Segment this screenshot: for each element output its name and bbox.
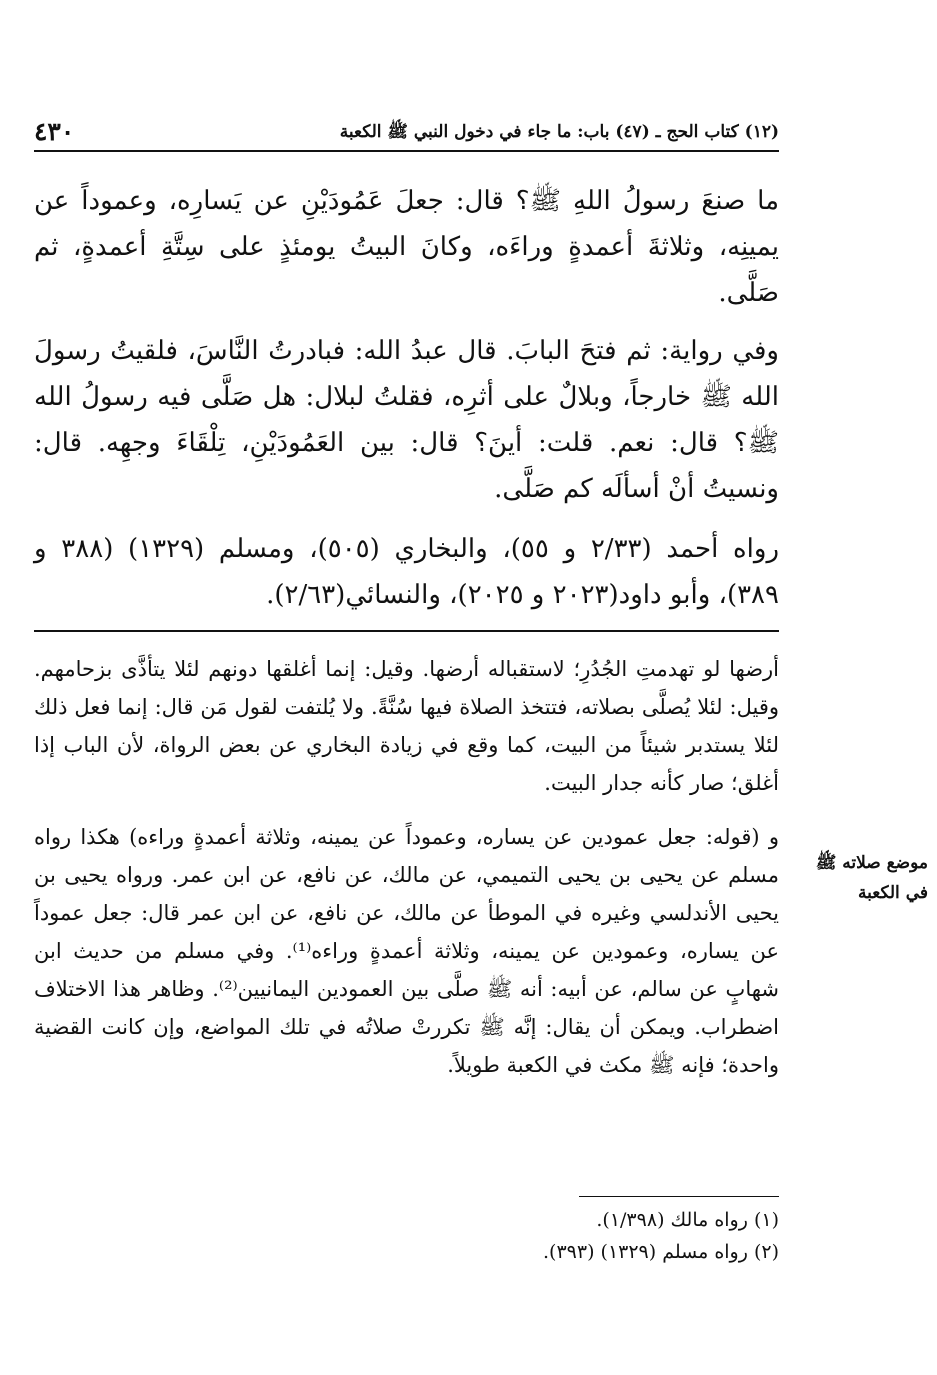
commentary-paragraph: و (قوله: جعل عمودين عن يساره، وعموداً عن يمينه، وثلاثة أعمدةٍ وراءه) هكذا رواه مسلم عن يحيى بن يحيى التميمي، عن مالك، عن نافع، عن ابن عمر. ورواه يحيى بن يحيى الأندلسي وغيره في الموطأ عن مالك، عن نافع، عن ابن عمر قال: جعل عموداً عن يساره، وعمودين عن يمينه، وثلاثة أعمدةٍ وراءه⁽¹⁾. وفي مسلم من حديث ابن شهابٍ عن سالم، عن أبيه: أنه ﷺ صلَّى بين العمودين اليمانيين⁽²⁾. وظاهر هذا الاختلاف اضطراب. ويمكن أن يقال: إنَّه ﷺ تكررتْ صلاتُه في تلك المواضع، وإن كانت القضية واحدة؛ فإنه ﷺ مكث في الكعبة طويلاً. xyxy=(34,825,779,1077)
page-header xyxy=(34,112,779,152)
commentary-paragraph: أرضها لو تهدمتِ الجُدُرِ؛ لاستقباله أرضها. وقيل: إنما أغلقها دونهم لئلا يتأذَّى بزحامهم. وقيل: لئلا يُصلَّى بصلاته، فتتخذ الصلاة فيها سُنَّةً. ولا يُلتفت لقول مَن قال: إنما فعل ذلك لئلا يستدبر شيئاً من البيت، كما وقع في زيادة البخاري عن بعض الرواة، لأن الباب إذا أغلق؛ صار كأنه جدار البيت. xyxy=(34,657,779,795)
running-title: (١٢) كتاب الحج ـ (٤٧) باب: ما جاء في دخول النبي ﷺ الكعبة xyxy=(339,122,779,142)
page-number: ٤٣٠ xyxy=(34,117,75,146)
hadith-text xyxy=(34,178,779,618)
hadith-paragraph: وفي رواية: ثم فتحَ البابَ. قال عبدُ الله: فبادرتُ النَّاسَ، فلقيتُ رسولَ الله ﷺ خارجاً، وبلالٌ على أثرِه، فقلتُ لبلال: هل صَلَّى فيه رسولُ الله ﷺ؟ قال: نعم. قلت: أينَ؟ قال: بين العَمُودَيْنِ، تِلْقَاءَ وجهِه. قال: ونسيتُ أنْ أسألَه كم صَلَّى. xyxy=(34,336,779,504)
margin-note: موضع صلاته ﷺ في الكعبة xyxy=(815,853,928,903)
footnote: (٢) رواه مسلم (١٣٢٩) (٣٩٣). xyxy=(542,1241,779,1263)
section-separator xyxy=(34,630,779,632)
footnote-rule xyxy=(579,1196,779,1197)
commentary-text xyxy=(34,650,779,1084)
hadith-paragraph: ما صنعَ رسولُ اللهِ ﷺ؟ قال: جعلَ عَمُودَيْنِ عن يَسارِه، وعموداً عن يمينِه، وثلاثةَ أعمدةٍ وراءَه، وكانَ البيتُ يومئذٍ على سِتَّةِ أعمدةٍ، ثم صَلَّى. xyxy=(34,186,779,308)
hadith-citation: رواه أحمد (٢/٣٣ و ٥٥)، والبخاري (٥٠٥)، ومسلم (١٣٢٩) (٣٨٨ و ٣٨٩)، وأبو داود(٢٠٢٣ و ٢٠٢٥)، والنسائي(٢/٦٣). xyxy=(34,534,779,610)
footnote: (١) رواه مالك (١/٣٩٨). xyxy=(596,1209,779,1231)
footnotes xyxy=(34,1204,779,1268)
